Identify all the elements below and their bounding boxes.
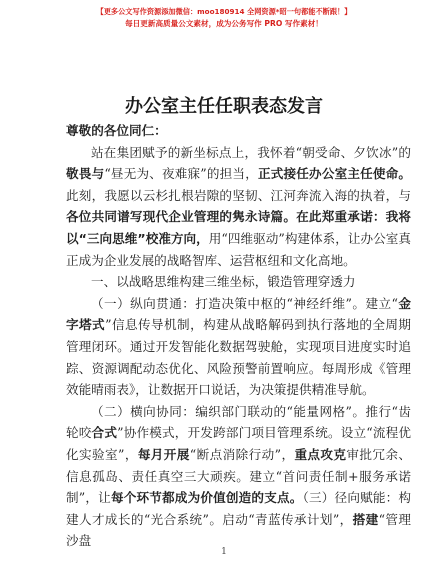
document-title: 办公室主任任职表态发言 [125,96,323,117]
promo-banner-line-2: 每日更新高质量公文素材，成为公务写作 PRO 写作素材！ [125,19,323,28]
text-segment: （三）径向赋能：构建人才成长的“光合系统”。启动“青蓝传承计划”， [66,490,412,527]
paragraph-opening [66,142,411,272]
text-segment: 合式 [91,425,118,441]
text-segment: 敬畏与 [66,166,105,182]
text-segment: 用“四维驱动”构建体系，让办公室真正成为企业发展的战略智库、运营枢纽和文化高地。 [66,230,411,268]
text-segment: 审批冗余、信息孤岛、责任真空三大顽疾。建立“首问责任制+服务承诺制”，让 [66,446,411,506]
section-heading-1: 一、以战略思维构建三维坐标，锻造管理穿透力 [91,274,356,290]
greeting: 尊敬的各位同仁： [66,123,167,138]
text-segment: 在此郑重承诺：我将 [296,209,412,225]
text-segment: 正式接任办公室主任使命。 [257,166,412,182]
text-segment: ”信息传导机制，构建从战略解码到执行落地的全周期管理闭环。通过开发智能化数据驾驶舱，实现项目进度实时追踪、资源调配动态优化、风险预警前置响应。每周形成《管理效能晴雨表》，让数据开口说话，为决策提供精准导航。 [66,317,412,398]
text-segment: 金字塔式 [66,295,411,333]
document-body [66,120,411,552]
page-number: 1 [221,547,227,557]
paragraph-horizontal [66,401,411,552]
text-segment: “管理沙盘 [66,511,411,549]
text-segment: 各位共同谱写现代企业管理的隽永诗篇。 [66,209,297,225]
text-segment: 站在集团赋予的新坐标点上，我怀着“朝受命、夕饮冰”的 [91,144,411,160]
text-segment: “断点消除行动”， [189,446,295,462]
text-segment: （一）纵向贯通：打造决策中枢的“神经纤维”。建立“ [91,295,398,311]
promo-banner-line-1: 【更多公文写作资源添加微信：moo180914 全网资源*昭一句都能不断跟！】 [96,7,352,16]
paragraph-vertical [66,293,411,401]
text-segment: 每月开展 [137,446,190,462]
text-segment: （二）横向协同：编织部门联动的“能量网格”。推行“齿轮咬 [66,403,411,441]
text-segment: ”协作模式，开发跨部门项目管理系统。设立“流程优化实验室”， [66,425,412,462]
text-segment: 重点攻克 [294,446,347,462]
promo-banner [0,6,448,29]
text-segment: 以“三向思维”校准方向， [66,230,209,246]
text-segment: 每个环节都成为价值创造的支点。 [110,490,303,506]
text-segment: 此刻，我愿以云杉扎根岩隙的坚韧、江河奔流入海的执着，与 [66,187,411,203]
text-segment: 搭建 [352,511,379,527]
text-segment: “昼无为、夜难寐”的担当， [104,166,258,182]
